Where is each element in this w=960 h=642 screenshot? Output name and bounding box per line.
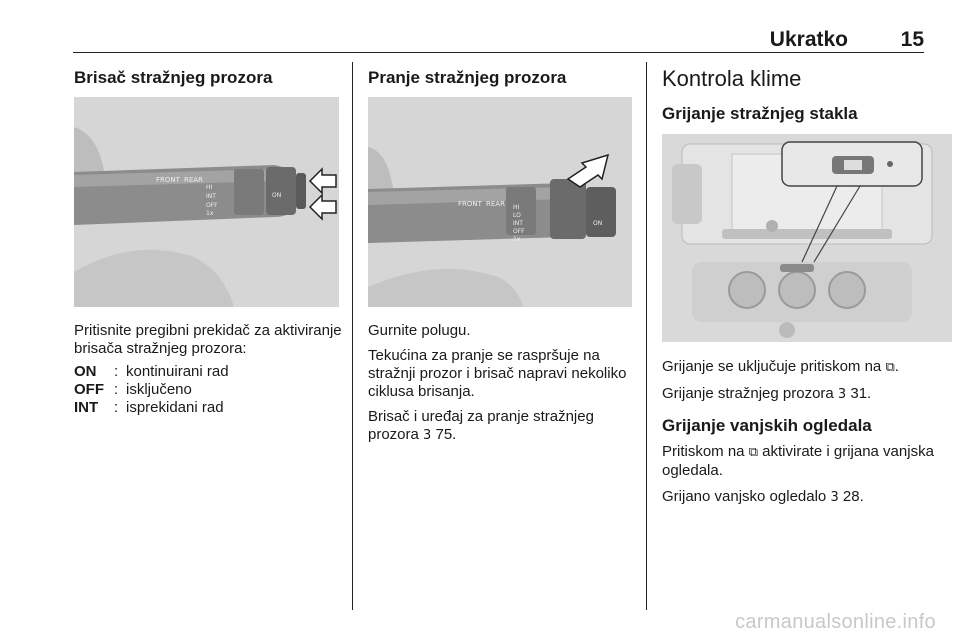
stalk-label-lo: LO [513, 212, 521, 219]
mode-term: ON [74, 363, 97, 380]
rear-heating-reference [662, 385, 954, 404]
section-title-climate: Kontrola klime [662, 66, 802, 91]
mode-description: isključeno [126, 381, 192, 398]
stalk-label-hi: HI [206, 184, 213, 191]
page-reference-icon: 3 [837, 387, 847, 402]
section-heading-rear-wiper: Brisač stražnjeg prozora [74, 68, 273, 87]
subheading-mirror-heating: Grijanje vanjskih ogledala [662, 416, 872, 435]
section-heading-rear-washer: Pranje stražnjeg prozora [368, 68, 567, 87]
mode-row-off [74, 381, 346, 399]
rear-washer-reference [368, 408, 640, 445]
rear-washer-stalk-illustration [368, 97, 632, 307]
reference-page: 75. [435, 426, 457, 443]
figure-climate-panel [662, 134, 952, 342]
stalk-label-int: INT [513, 220, 523, 227]
reference-text: Brisač i uređaj za pranje stražnjeg prozora [368, 408, 594, 443]
reference-page: 28. [842, 488, 864, 505]
subheading-rear-window-heating: Grijanje stražnjeg stakla [662, 104, 858, 123]
page-header-title: Ukratko [769, 28, 848, 51]
rear-wiper-stalk-illustration [74, 97, 339, 307]
mirror-heating-instruction [662, 443, 954, 480]
mode-term: OFF [74, 381, 104, 398]
page-reference-icon: 3 [830, 490, 839, 505]
stalk-label-1x: 1x [513, 236, 521, 243]
reference-text: Grijano vanjsko ogledalo [662, 488, 827, 505]
column-divider-1 [352, 62, 353, 610]
instruction-text: Grijanje se uključuje pritiskom na [662, 358, 882, 375]
climate-panel-illustration [662, 134, 952, 342]
mirror-heating-reference [662, 488, 954, 507]
mode-description: kontinuirani rad [126, 363, 229, 380]
rear-washer-description: Tekućina za pranje se raspršuje na stražnji prozor i brisač napravi nekoliko ciklusa brisanja. [368, 347, 627, 400]
rear-window-heating-icon: ⧉ [885, 360, 895, 375]
stalk-label-front: FRONT [156, 176, 180, 184]
stalk-label-off: OFF [513, 228, 525, 235]
stalk-label-off: OFF [206, 202, 218, 209]
stalk-label-1x: 1x [206, 210, 214, 217]
mode-row-on [74, 363, 346, 381]
reference-text: Grijanje stražnjeg prozora [662, 385, 834, 402]
mode-separator: : [114, 399, 119, 416]
rear-window-heating-icon: ⧉ [748, 445, 758, 460]
rear-wiper-mode-list [74, 363, 346, 417]
stalk-label-on: ON [593, 220, 603, 227]
rear-washer-text [368, 322, 640, 445]
rear-heating-instruction: Grijanje se uključuje pritiskom na ⧉. [662, 358, 899, 375]
mode-description: isprekidani rad [126, 399, 224, 416]
stalk-label-rear: REAR [184, 176, 203, 184]
mode-term: INT [74, 399, 99, 416]
stalk-label-int: INT [206, 193, 216, 200]
stalk-label-hi: HI [513, 204, 520, 211]
figure-rear-washer-stalk [368, 97, 632, 307]
mode-separator: : [114, 363, 119, 380]
climate-text [662, 358, 954, 507]
header-rule [73, 52, 924, 53]
page-reference-icon: 3 [423, 428, 432, 443]
reference-page: 31. [850, 385, 872, 402]
mode-row-int [74, 399, 346, 417]
mode-separator: : [114, 381, 119, 398]
figure-rear-wiper-stalk [74, 97, 339, 307]
stalk-label-rear: REAR [486, 200, 505, 208]
stalk-label-front: FRONT [458, 200, 482, 208]
column-divider-2 [646, 62, 647, 610]
rear-washer-step: Gurnite polugu. [368, 322, 471, 339]
stalk-label-on: ON [272, 192, 282, 199]
instruction-text-b: aktivirate i grijana vanjska ogledala. [662, 443, 934, 479]
watermark: carmanualsonline.info [735, 611, 936, 633]
page-number: 15 [900, 28, 924, 51]
instruction-text-a: Pritiskom na [662, 443, 745, 460]
rear-wiper-intro-text: Pritisnite pregibni prekidač za aktiviranje brisača stražnjeg prozora: [74, 322, 342, 357]
